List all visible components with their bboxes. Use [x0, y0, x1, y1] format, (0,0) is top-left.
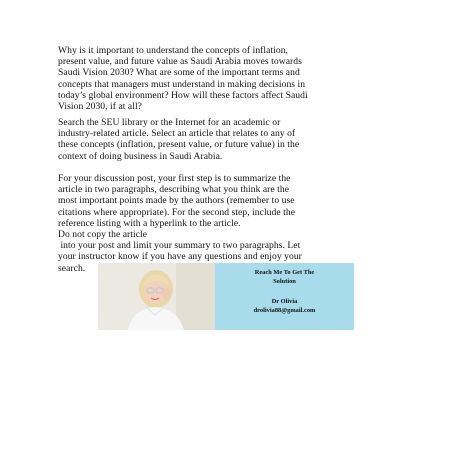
paragraph-line: article in two paragraphs, describing what you think are the	[58, 184, 290, 196]
paragraph-line: today’s global environment? How will these factors affect Saudi	[58, 89, 308, 101]
paragraph-line: present value, and future value as Saudi Arabia moves towards	[58, 56, 302, 68]
paragraph-line: Do not copy the article	[58, 229, 148, 241]
tutor-advert-banner	[98, 263, 354, 330]
tutor-photo-illustration	[98, 263, 215, 330]
contact-card	[215, 263, 354, 330]
paragraph-line: Vision 2030, if at all?	[58, 101, 142, 113]
tutor-photo	[98, 263, 215, 330]
paragraph-line: Saudi Vision 2030? What are some of the important terms and	[58, 67, 300, 79]
paragraph-2	[58, 117, 398, 162]
paragraph-line: these concepts (inflation, present value, or future value) in the	[58, 139, 300, 151]
paragraph-line: search.	[58, 262, 86, 274]
paragraph-line: reference listing with a hyperlink to the article.	[58, 217, 241, 229]
paragraph-line: concepts that managers must understand in making decisions in	[58, 78, 306, 90]
paragraph-3	[58, 173, 398, 274]
paragraph-line: industry-related article. Select an article that relates to any of	[58, 128, 296, 140]
paragraph-line: Why is it important to understand the concepts of inflation,	[58, 45, 289, 56]
paragraph-line: your instructor know if you have any questions and enjoy your	[58, 251, 302, 263]
paragraph-line: Search the SEU library or the Internet for an academic or	[58, 117, 281, 128]
paragraph-line: into your post and limit your summary to two paragraphs. Let	[58, 240, 301, 252]
contact-email[interactable]: drolivia88@gmail.com	[253, 307, 316, 314]
paragraph-line: context of doing business in Saudi Arabia.	[58, 150, 223, 162]
paragraph-1	[58, 45, 398, 112]
contact-headline-2: Solution	[273, 278, 296, 285]
contact-headline: Reach Me To Get The	[254, 269, 315, 276]
paragraph-line: most important points made by the authors (remember to use	[58, 195, 295, 207]
contact-name: Dr Olivia	[271, 298, 298, 305]
paragraph-line: For your discussion post, your first step is to summarize the	[58, 173, 291, 184]
paragraph-line: citations where appropriate). For the second step, include the	[58, 206, 296, 218]
